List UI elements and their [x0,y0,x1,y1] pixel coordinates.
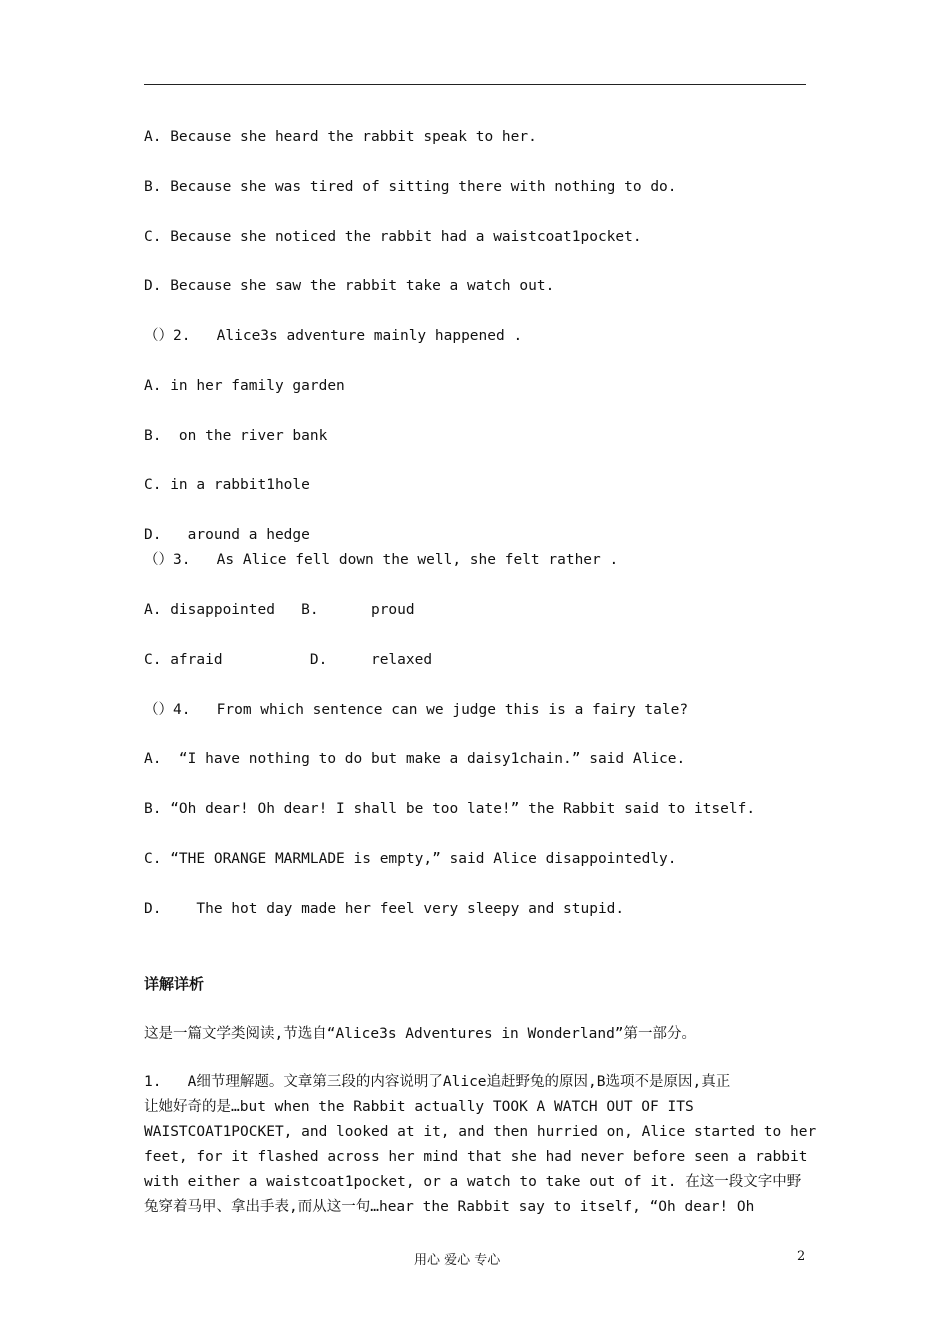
analysis-line: 兔穿着马甲、拿出手表,而从这一句…hear the Rabbit say to itself, “Oh dear! Oh [144,1199,755,1215]
analysis-intro: 这是一篇文学类阅读,节选自“Alice3s Adventures in Wonderland”第一部分。 [144,1026,697,1042]
analysis-line: feet, for it flashed across her mind that she had never before seen a rabbit [144,1149,808,1165]
q1-option-d: D. Because she saw the rabbit take a watch out. [144,278,555,294]
q2-option-d: D. around a hedge [144,527,310,543]
analysis-line: WAISTCOAT1POCKET, and looked at it, and then hurried on, Alice started to her [144,1124,817,1140]
analysis-line: with either a waistcoat1pocket, or a watch to take out of it. 在这一段文字中野 [144,1174,802,1190]
footer-text: 用心 爱心 专心 [414,1253,501,1268]
header-rule [144,84,806,85]
analysis-item-1 [144,1070,817,1220]
analysis-line: 让她好奇的是…but when the Rabbit actually TOOK A WATCH OUT OF ITS [144,1099,694,1115]
q2-option-a: A. in her family garden [144,378,345,394]
analysis-heading: 详解详析 [144,975,205,993]
q1-option-b: B. Because she was tired of sitting there with nothing to do. [144,179,677,195]
q2-option-b: B. on the river bank [144,428,328,444]
q1-option-a: A. Because she heard the rabbit speak to her. [144,129,537,145]
q3-options-cd: C. afraid D. relaxed [144,652,433,668]
q4-option-d: D. The hot day made her feel very sleepy and stupid. [144,901,625,917]
q4-stem: （）4. From which sentence can we judge this is a fairy tale? [144,702,689,718]
q3-stem: （）3. As Alice fell down the well, she felt rather . [144,552,619,568]
q1-option-c: C. Because she noticed the rabbit had a waistcoat1pocket. [144,229,642,245]
q4-option-b: B. “Oh dear! Oh dear! I shall be too late!” the Rabbit said to itself. [144,801,756,817]
q2-option-c: C. in a rabbit1hole [144,477,310,493]
q4-option-a: A. “I have nothing to do but make a daisy1chain.” said Alice. [144,751,686,767]
page-number: 2 [797,1249,806,1264]
q2-stem: （）2. Alice3s adventure mainly happened . [144,328,523,344]
q3-options-ab: A. disappointed B. proud [144,602,415,618]
q4-option-c: C. “THE ORANGE MARMLADE is empty,” said Alice disappointedly. [144,851,677,867]
analysis-line: 1. A细节理解题。文章第三段的内容说明了Alice追赶野兔的原因,B选项不是原因,真正 [144,1074,731,1090]
